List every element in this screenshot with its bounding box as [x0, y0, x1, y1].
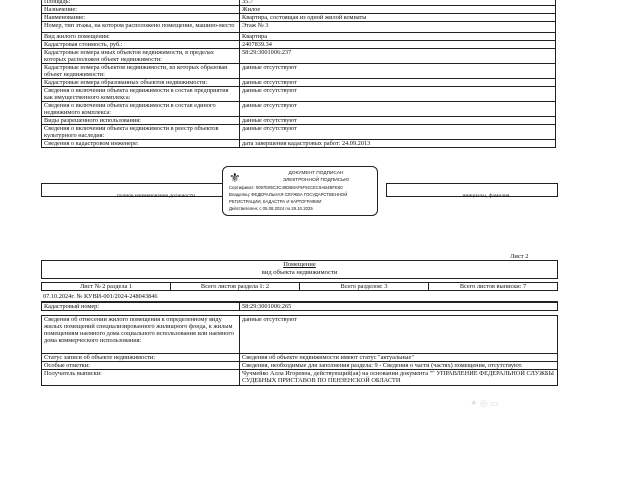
coat-of-arms-icon: ⚜ — [229, 170, 241, 185]
row-label: Сведения об отнесении жилого помещения к определенному виду жилых помещений специализированного жилищного фонда, к жилым помещениям наемного дома социального использования или наемного дома коммерческого использования: — [42, 316, 240, 354]
total-sections: Всего разделов: 3 — [300, 283, 429, 291]
extract-date-number: 07.10.2024г. № КУВИ-001/2024-248043846 — [43, 293, 158, 300]
row-label: Статус записи об объекте недвижимости: — [42, 354, 240, 362]
row-label: Кадастровые номера образованных объектов недвижимости: — [42, 79, 240, 87]
row-label: Получатель выписки: — [42, 370, 240, 386]
row-label: Сведения о кадастровом инженере: — [42, 140, 240, 148]
sheet-of-section: Лист № 2 раздела 1 — [42, 283, 171, 291]
row-label: Виды разрешенного использования: — [42, 117, 240, 125]
table-row — [42, 140, 556, 148]
table-row — [42, 125, 556, 140]
table-row — [42, 14, 556, 22]
object-title: Помещение — [283, 261, 316, 268]
stamp-owner-cont: РЕГИСТРАЦИИ, КАДАСТРА И КАРТОГРАФИИ — [229, 199, 322, 204]
table-row — [42, 79, 556, 87]
table-row — [42, 22, 556, 33]
stamp-validity: Действителен: с 05.08.2024 по 29.10.2025 — [229, 206, 313, 211]
table-row — [42, 102, 556, 117]
row-label: Назначение: — [42, 6, 240, 14]
stamp-certificate: Сертификат: 0097E85C3C49DB8AF5F92CEC9AB4BFE60 — [229, 185, 343, 190]
table-row — [42, 64, 556, 79]
row-value: данные отсутствуют — [240, 64, 556, 79]
row-label: Сведения о включении объекта недвижимости в реестр объектов культурного наследия: — [42, 125, 240, 140]
row-value: Этаж № 3 — [240, 22, 556, 33]
cadastral-number-label: Кадастровый номер: — [42, 303, 240, 311]
table-row — [42, 87, 556, 102]
sheet1-table — [41, 0, 556, 148]
row-label: Сведения о включении объекта недвижимости в состав предприятия как имущественного комплекса: — [42, 87, 240, 102]
row-label: Кадастровые номера объектов недвижимости, из которых образован объект недвижимости: — [42, 64, 240, 79]
row-value: данные отсутствуют — [240, 117, 556, 125]
table-row — [42, 370, 558, 386]
sheet-number: Лист 2 — [510, 253, 529, 260]
table-row — [42, 316, 558, 354]
stamp-owner: Владелец: ФЕДЕРАЛЬНАЯ СЛУЖБА ГОСУДАРСТВЕННОЙ — [229, 192, 348, 197]
table-row — [42, 33, 556, 41]
row-value: 58:29:3001006:237 — [240, 49, 556, 64]
row-value: Квартира, состоящая из одной жилой комнаты — [240, 14, 556, 22]
cadastral-number-row — [41, 302, 558, 311]
row-value: Сведения, необходимые для заполнения раздела: 9 - Сведения о части (частях) помещения, отсутствуют. — [240, 362, 558, 370]
row-value: данные отсутствуют — [240, 316, 558, 354]
cadastral-number-value: 58:29:3001006:265 — [240, 303, 558, 311]
table-row — [42, 354, 558, 362]
row-value: данные отсутствуют — [240, 79, 556, 87]
electronic-signature-stamp — [222, 166, 378, 216]
sheet2-header — [41, 260, 558, 279]
sheet2-table — [41, 315, 558, 386]
row-label: Сведения о включении объекта недвижимости в состав единого недвижимого комплекса: — [42, 102, 240, 117]
table-row — [42, 49, 556, 64]
row-value: данные отсутствуют — [240, 87, 556, 102]
row-label: Номер, тип этажа, на котором расположено помещение, машино-место — [42, 22, 240, 33]
row-value: 2407839.34 — [240, 41, 556, 49]
total-sheets: Всего листов выписки: 7 — [429, 283, 558, 291]
row-label: Наименование: — [42, 14, 240, 22]
row-label: Кадастровые номера иных объектов недвижимости, в пределах которых расположен объект недвижимости: — [42, 49, 240, 64]
table-row — [42, 6, 556, 14]
row-value: Сведения об объекте недвижимости имеют статус "актуальные" — [240, 354, 558, 362]
row-label: Вид жилого помещения: — [42, 33, 240, 41]
row-value: 35.7 — [240, 0, 556, 6]
row-value: Чучмейко Алла Игоревна, действующий(ая) на основании документа "" УПРАВЛЕНИЕ ФЕДЕРАЛЬНОЙ СЛУЖБЫ СУДЕБНЫХ ПРИСТАВОВ ПО ПЕНЗЕНСКОЙ ОБЛАСТИ — [240, 370, 558, 386]
row-value: Квартира — [240, 33, 556, 41]
row-value: дата завершения кадастровых работ: 24.09.2013 — [240, 140, 556, 148]
row-value: данные отсутствуют — [240, 102, 556, 117]
table-row — [42, 41, 556, 49]
table-row — [42, 117, 556, 125]
sheet-info-row — [41, 282, 558, 291]
sheets-in-section: Всего листов раздела 1: 2 — [171, 283, 300, 291]
watermark: ✦ ◎ ▭ — [470, 398, 499, 408]
row-label: Особые отметки: — [42, 362, 240, 370]
object-kind: вид объекта недвижимости — [261, 269, 338, 276]
row-label: Площадь: — [42, 0, 240, 6]
sign-left-caption: полное наименование должности — [116, 193, 196, 199]
stamp-title-2: ЭЛЕКТРОННОЙ ПОДПИСЬЮ — [282, 178, 350, 183]
table-row — [42, 362, 558, 370]
row-value: данные отсутствуют — [240, 125, 556, 140]
row-label: Кадастровая стоимость, руб.: — [42, 41, 240, 49]
row-value: Жилое — [240, 6, 556, 14]
stamp-title-1: ДОКУМЕНТ ПОДПИСАН — [288, 171, 344, 176]
sign-right-caption: инициалы, фамилия — [462, 193, 510, 199]
